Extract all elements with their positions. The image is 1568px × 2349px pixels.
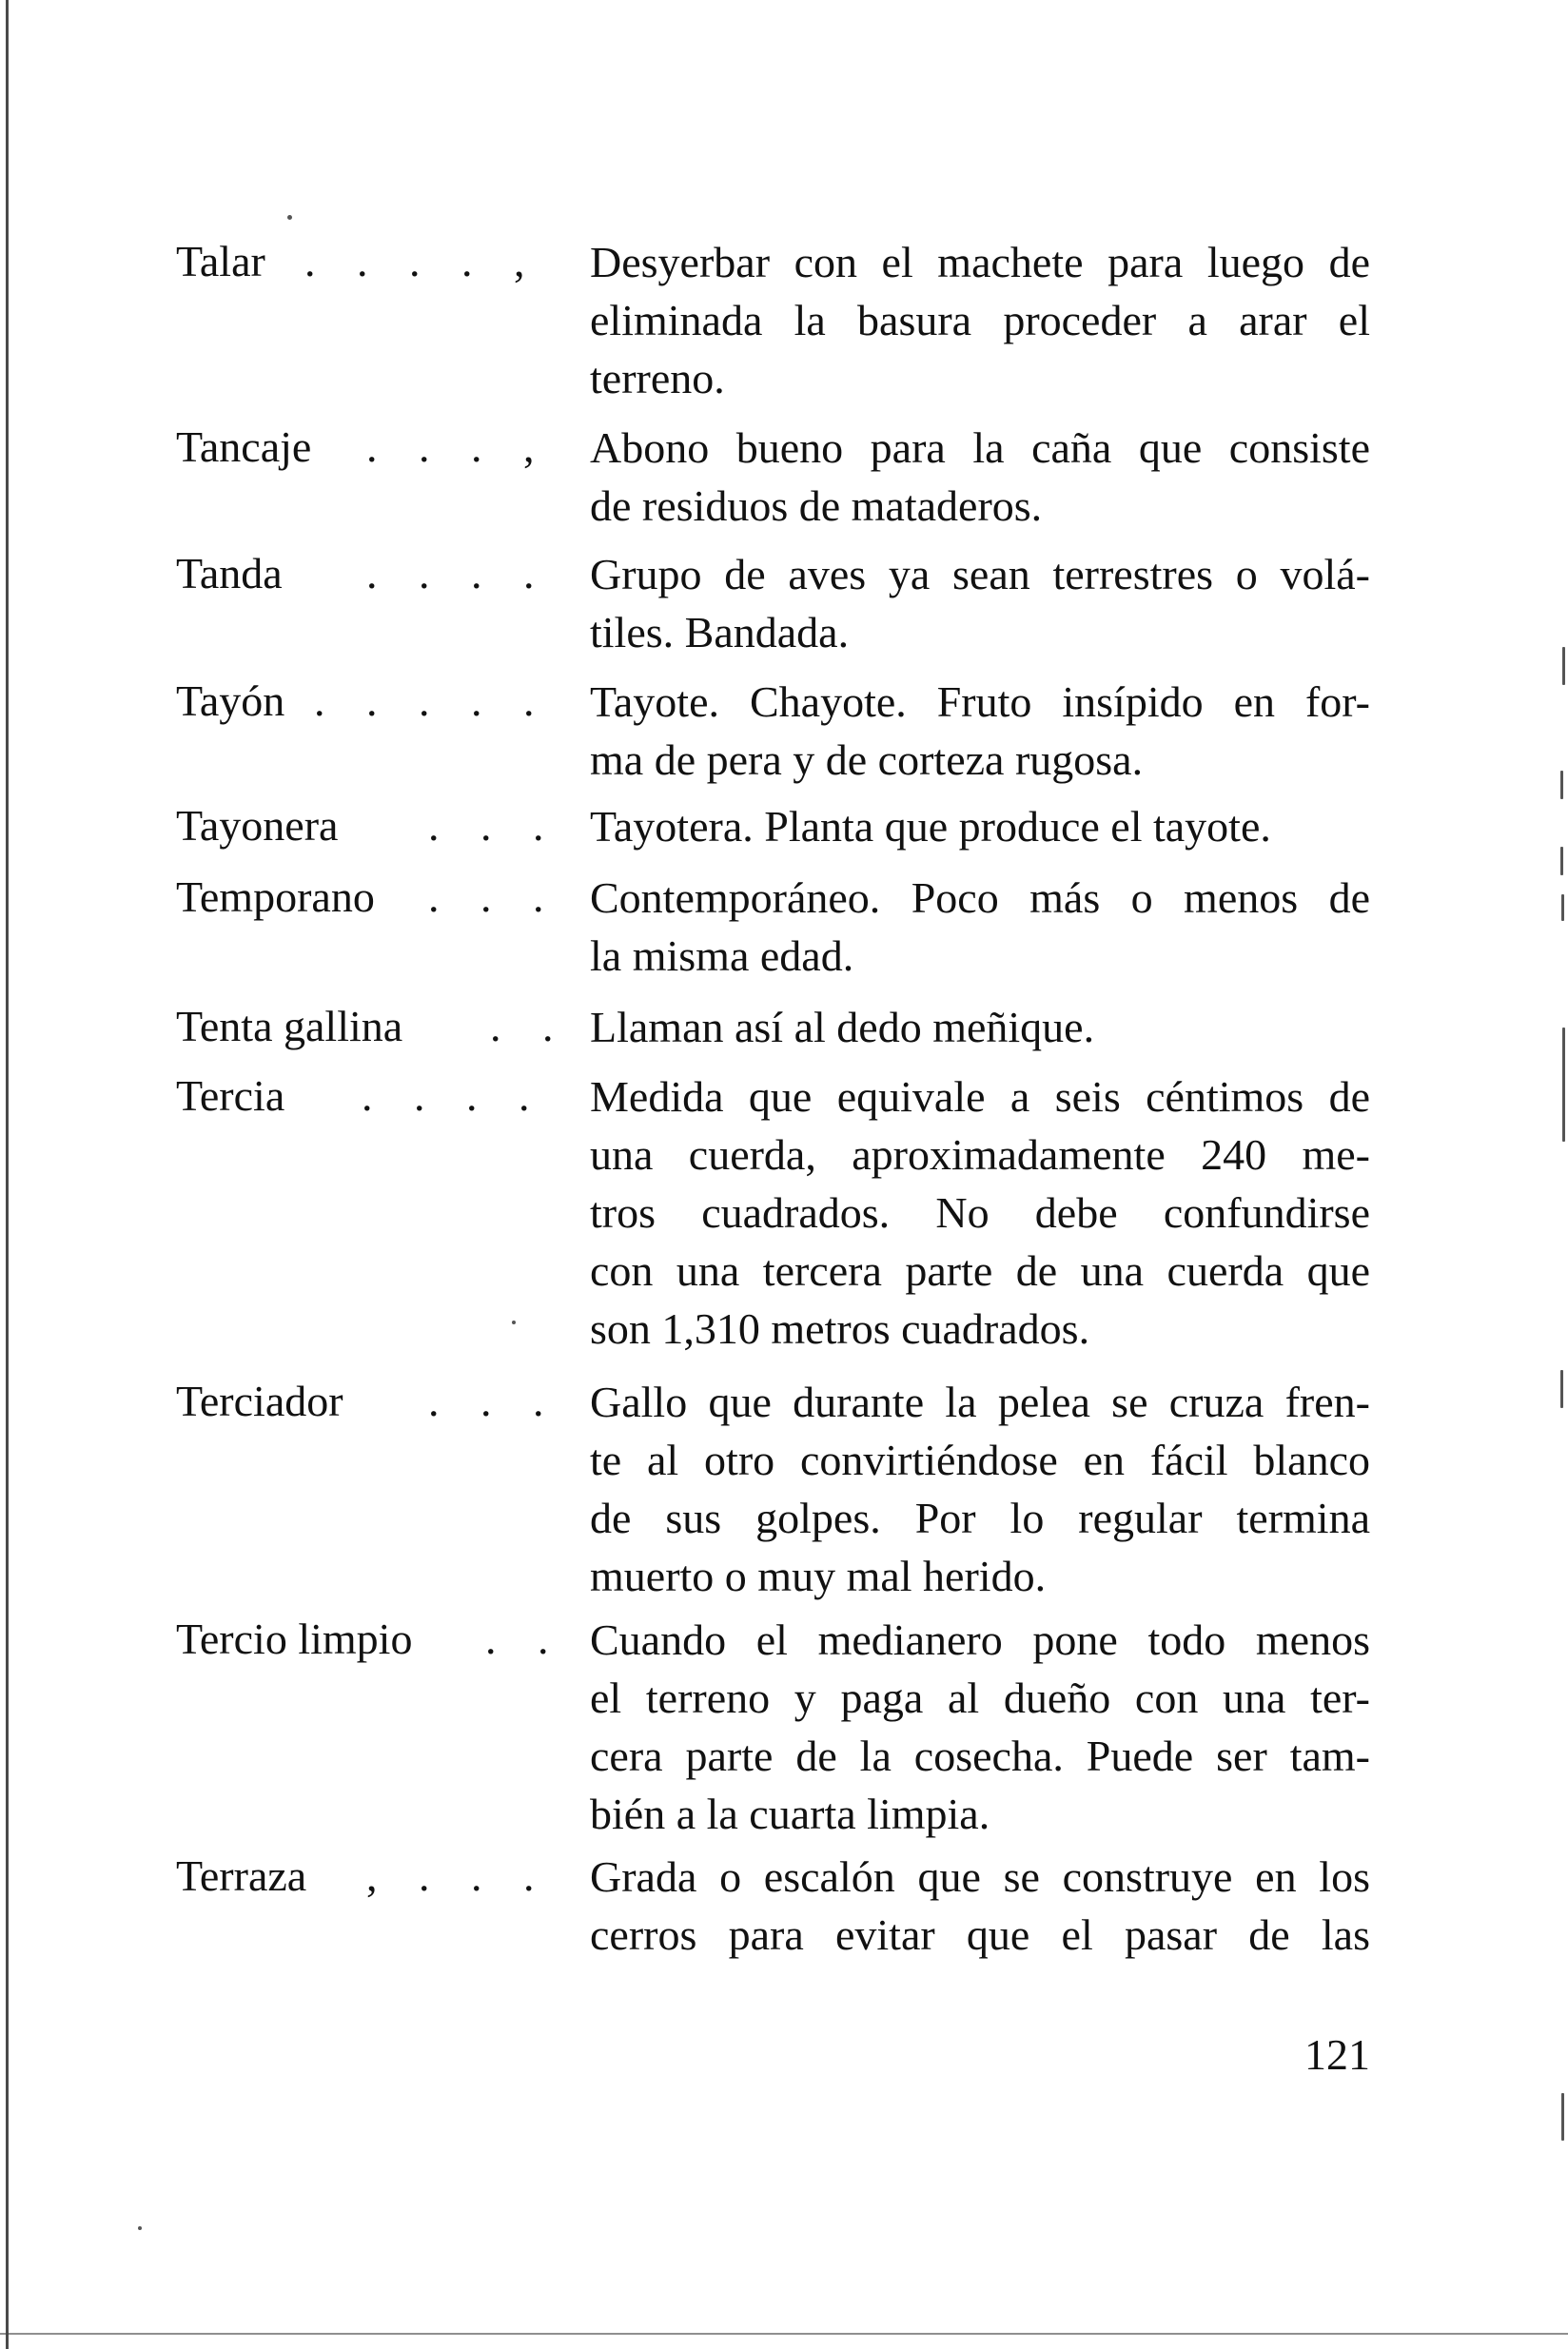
entry-definition [590,1611,1370,1843]
entry-leader-dots: . . [485,1615,564,1663]
entry-definition [590,797,1370,855]
definition-line: la misma edad. [590,931,854,980]
entry-term: Talar [176,237,265,285]
entry-definition [590,998,1370,1056]
page-left-edge [6,0,9,2349]
entry-definition [590,1067,1370,1358]
definition-line: Contemporáneo. Poco más o menos de [590,873,1370,922]
entry-definition [590,545,1370,661]
entry-term: Terciador [176,1377,343,1425]
definition-line: de residuos de mataderos. [590,481,1043,530]
definition-line: cerros para evitar que el pasar de las [590,1910,1370,1959]
entry-leader-dots: . . . , [366,422,550,471]
scan-speck [1562,647,1565,685]
definition-line: Grada o escalón que se construye en los [590,1852,1370,1901]
definition-line: tros cuadrados. No debe confundirse [590,1188,1370,1237]
entry-leader-dots: . . . . , [304,237,540,285]
entry-term: Temporano [176,872,375,921]
entry-leader-dots: . . . . [366,549,550,597]
definition-line: Gallo que durante la pelea se cruza fren- [590,1378,1370,1426]
scan-speck [1561,2093,1564,2141]
definition-line: ma de pera y de corteza rugosa. [590,735,1144,784]
definition-line: Tayote. Chayote. Fruto insípido en for- [590,677,1370,726]
definition-line: Abono bueno para la caña que consiste [590,423,1370,472]
entry-leader-dots: . . . [428,872,559,921]
scan-speck [1560,1370,1563,1408]
definition-line: tiles. Bandada. [590,608,850,656]
entry-leader-dots: . . [490,1002,569,1050]
entry-leader-dots: . . . [428,1377,559,1425]
entry-definition [590,869,1370,985]
entry-definition [590,419,1370,535]
page-bottom-edge [0,2333,1568,2335]
definition-line: una cuerda, aproximadamente 240 me- [590,1130,1370,1179]
entry-leader-dots: . . . . [362,1071,545,1120]
entry-term: Terraza [176,1851,307,1900]
definition-line: Tayotera. Planta que produce el tayote. [590,802,1271,851]
page-number: 121 [1304,2030,1370,2079]
entry-term: Tayonera [176,801,339,850]
entry-term: Tayón [176,676,285,725]
entry-leader-dots: . . . . . [314,676,550,725]
entry-term: Tanda [176,549,283,597]
entry-definition [590,673,1370,789]
definition-line: Grupo de aves ya sean terrestres o volá- [590,550,1370,598]
entry-leader-dots: . . . [428,801,559,850]
scan-speck [138,2226,142,2230]
definition-line: Llaman así al dedo meñique. [590,1003,1095,1051]
definition-line: eliminada la basura proceder a arar el [590,296,1370,344]
entry-definition [590,1848,1370,1964]
definition-line: con una tercera parte de una cuerda que [590,1246,1370,1295]
definition-line: son 1,310 metros cuadrados. [590,1304,1090,1353]
entry-term: Tancaje [176,422,312,471]
definition-line: Medida que equivale a seis céntimos de [590,1072,1370,1121]
entry-leader-dots: , . . . [366,1851,550,1900]
definition-line: te al otro convirtiéndose en fácil blanco [590,1436,1370,1484]
scan-speck [512,1321,516,1324]
scan-speck [1560,771,1563,799]
definition-line: Cuando el medianero pone todo menos [590,1615,1370,1664]
definition-line: bién a la cuarta limpia. [590,1790,990,1838]
definition-line: muerto o muy mal herido. [590,1552,1047,1600]
entry-term: Tercia [176,1071,285,1120]
definition-line: cera parte de la cosecha. Puede ser tam- [590,1732,1370,1780]
definition-line: de sus golpes. Por lo regular termina [590,1494,1370,1542]
entry-term: Tercio limpio [176,1615,413,1663]
entry-definition [590,1373,1370,1605]
entry-term: Tenta gallina [176,1002,403,1050]
definition-line: el terreno y paga al dueño con una ter- [590,1674,1370,1722]
scan-speck [1562,1028,1565,1142]
scan-speck [287,215,292,220]
scan-speck [1561,894,1564,921]
scan-speck [1560,847,1563,875]
entry-definition [590,233,1370,407]
definition-line: terreno. [590,354,725,402]
definition-line: Desyerbar con el machete para luego de [590,238,1370,286]
